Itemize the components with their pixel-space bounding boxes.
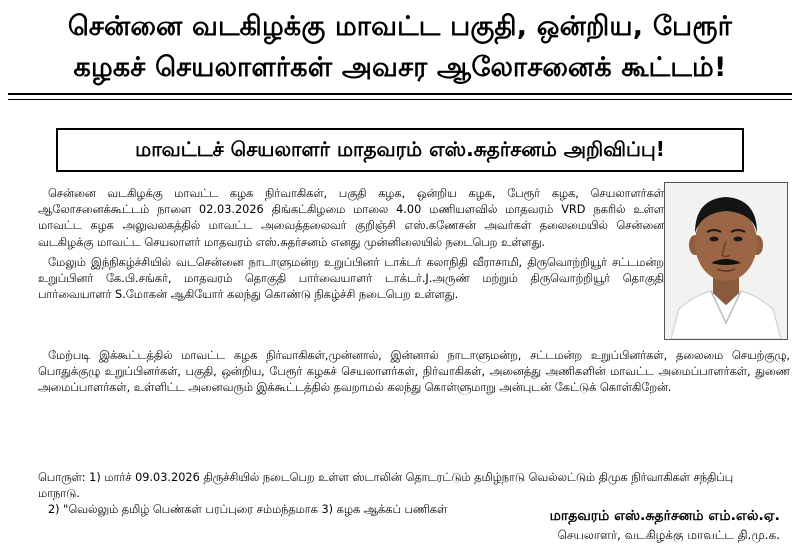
headline-line-1: சென்னை வடகிழக்கு மாவட்ட பகுதி, ஒன்றிய, பேரூர் bbox=[67, 11, 733, 42]
body-text-wide bbox=[38, 348, 790, 401]
headline bbox=[10, 6, 790, 88]
signatory-name: மாதவரம் எஸ்.சுதர்சனம் எம்.எல்.ஏ. bbox=[549, 508, 780, 524]
portrait-photo-icon bbox=[664, 182, 788, 340]
divider-thin bbox=[8, 99, 792, 100]
signatory-title: செயலாளர், வடகிழக்கு மாவட்ட தி.மு.க. bbox=[557, 528, 780, 542]
paragraph-1: சென்னை வடகிழக்கு மாவட்ட கழக நிர்வாகிகள், பகுதி கழக, ஒன்றிய கழக, பேரூர் கழக, செயலாளர்கள் ஆலோசனைக்கூட்டம் நாளை 02.03.2026 திங்கட்கிழமை மாலை 4.00 மணியளவில் மாதவரம் VRD நகரில் உள்ள மாவட்ட கழக அலுவலகத்தில் மாவட்ட அவைத்தலைவர் குறிஞ்சி எஸ்.கணேசன் அவர்கள் தலைமையில் சென்னை வடகிழக்கு மாவட்ட செயலாளர் மாதவரம் எஸ்.சுதர்சனம் எனது முன்னிலையில் நடைபெற உள்ளது. bbox=[38, 187, 664, 249]
divider-thick bbox=[8, 93, 792, 95]
signature-block bbox=[550, 506, 780, 544]
paragraph-2: மேலும் இந்நிகழ்ச்சியில் வடசென்னை நாடாளுமன்ற உறுப்பினர் டாக்டர் கலாநிதி வீராசாமி, திருவொற்றியூர் சட்டமன்ற உறுப்பினர் கே.பி.சங்கர், மாதவரம் தொகுதி பார்வையாளர் டாக்டர்.J.அருண் மற்றும் திருவொற்றியூர் தொகுதி பார்வையாளர் S.மோகன் ஆகியோர் கலந்து கொண்டு நிகழ்ச்சி நடைபெற உள்ளது. bbox=[38, 255, 664, 302]
headline-line-2: கழகச் செயலாளர்கள் அவசர ஆலோசனைக் கூட்டம்! bbox=[73, 52, 727, 83]
announcement-box bbox=[56, 128, 744, 172]
body-text-narrow bbox=[38, 186, 664, 307]
announcement-title: மாவட்டச் செயலாளர் மாதவரம் எஸ்.சுதர்சனம் அறிவிப்பு! bbox=[135, 136, 665, 161]
portrait-svg bbox=[665, 183, 787, 339]
agenda-line-1: பொருள்: 1) மார்ச் 09.03.2026 திருச்சியில் நடைபெற உள்ள ஸ்டாலின் தொடரட்டும் தமிழ்நாடு வெல்லட்டும் திமுக நிர்வாகிகள் சந்திப்பு மாநாடு. bbox=[38, 471, 734, 500]
agenda-line-2: 2) "வெல்லும் தமிழ் பெண்கள் பரப்புரை சம்மந்தமாக 3) கழக ஆக்கப் பணிகள் bbox=[48, 503, 448, 516]
paragraph-3: மேற்படி இக்கூட்டத்தில் மாவட்ட கழக நிர்வாகிகள்,முன்னால், இன்னால் நாடாளுமன்ற, சட்டமன்ற உறுப்பினர்கள், தலைமை செயற்குழு, பொதுக்குழு உறுப்பினர்கள், பகுதி, ஒன்றிய, பேரூர் கழகச் செயலாளர்கள், நிர்வாகிகள், அனைத்து அணிகளின் மாவட்ட அமைப்பாளர்கள், துணை அமைப்பாளர்கள், உள்ளிட்ட அனைவரும் இக்கூட்டத்தில் தவறாமல் கலந்து கொள்ளுமாறு அன்புடன் கேட்டுக் கொள்கிறேன். bbox=[38, 349, 790, 395]
